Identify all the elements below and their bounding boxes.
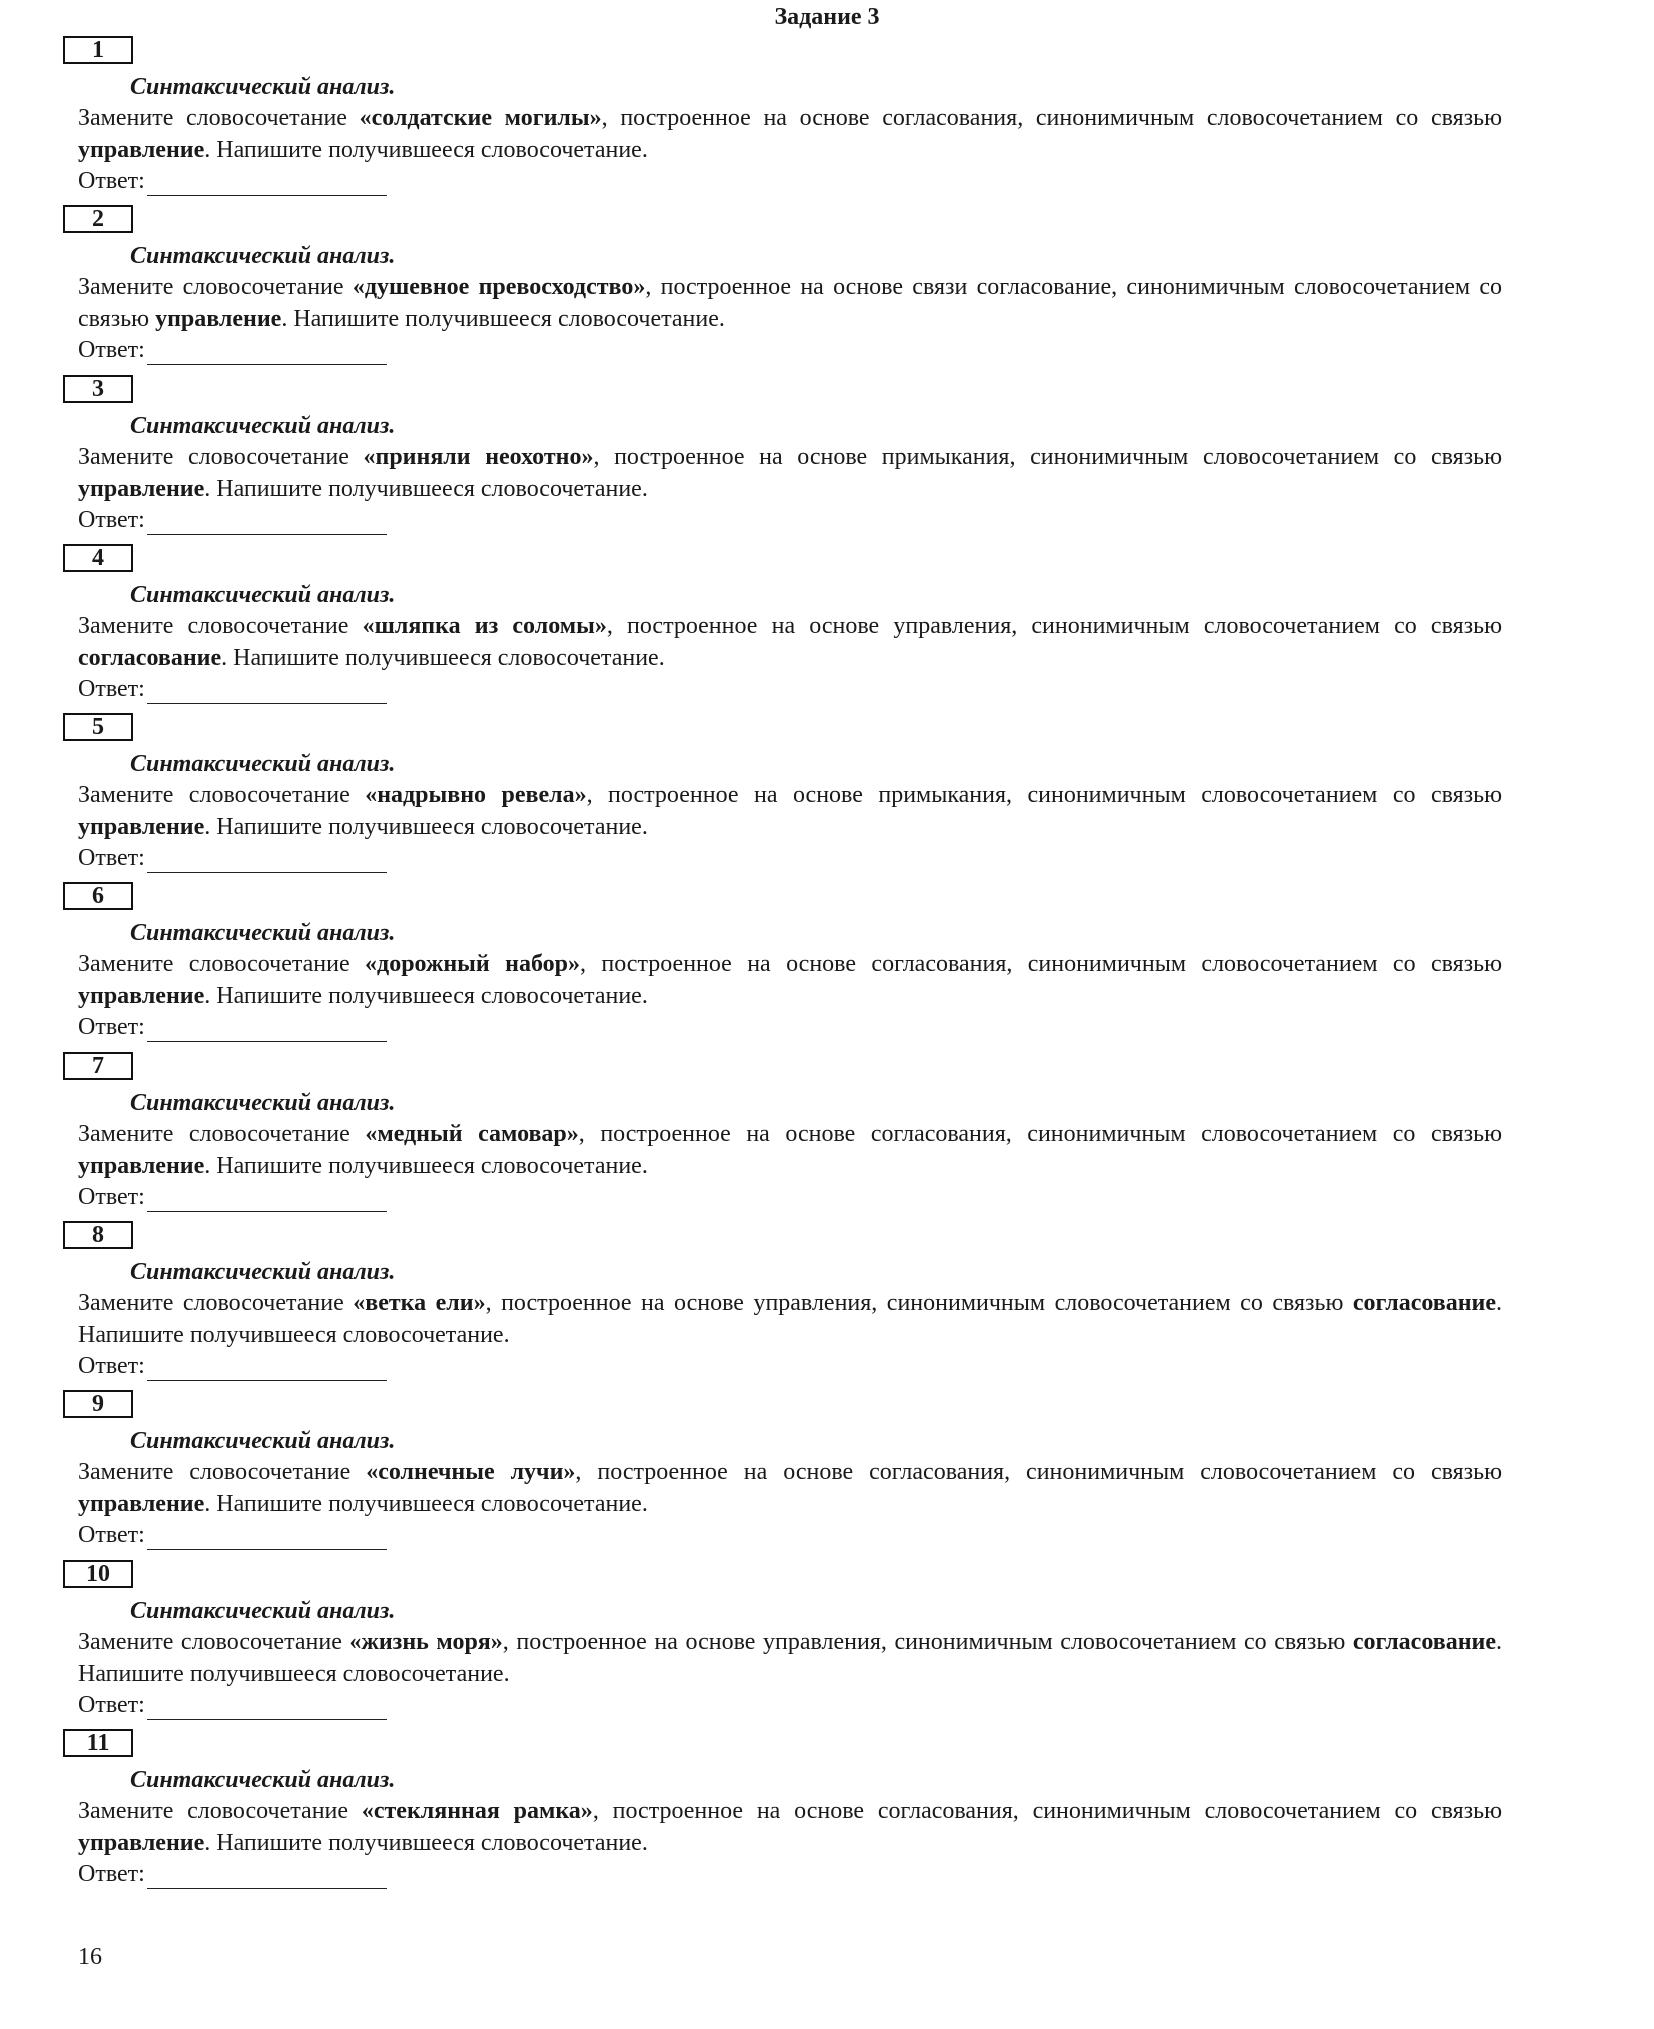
instruction-text: Замените словосочетание xyxy=(78,612,363,639)
source-phrase: «медный самовар» xyxy=(365,1120,579,1147)
task-item xyxy=(78,1729,1502,1898)
instruction-text: , построенное на основе согласования, синонимичным словосочетанием со связью xyxy=(575,1459,1503,1486)
task-instruction xyxy=(78,1626,1502,1690)
answer-row xyxy=(78,505,387,535)
task-heading: Синтаксический анализ. xyxy=(130,581,396,608)
target-link-type: управление xyxy=(155,306,282,333)
source-phrase: «жизнь моря» xyxy=(349,1628,503,1655)
instruction-text: . Напишите получившееся словосочетание. xyxy=(78,1628,1502,1687)
task-number-box: 5 xyxy=(63,713,133,741)
answer-row xyxy=(78,843,387,873)
instruction-text: , построенное на основе согласования, синонимичным словосочетанием со связью xyxy=(592,1797,1503,1824)
instruction-text: , построенное на основе примыкания, синонимичным словосочетанием со связью xyxy=(586,782,1503,809)
answer-row xyxy=(78,1520,387,1550)
answer-label: Ответ: xyxy=(78,1691,145,1718)
answer-label: Ответ: xyxy=(78,168,145,194)
answer-label: Ответ: xyxy=(78,845,145,872)
task-item xyxy=(78,882,1502,1051)
task-heading: Синтаксический анализ. xyxy=(130,1428,396,1455)
task-number-box: 3 xyxy=(63,375,133,403)
task-number-box: 9 xyxy=(63,1390,133,1418)
instruction-text: , построенное на основе примыкания, синонимичным словосочетанием со связью xyxy=(593,443,1503,470)
answer-label: Ответ: xyxy=(78,1860,145,1887)
source-phrase: «солдатские могилы» xyxy=(359,105,602,131)
target-link-type: управление xyxy=(78,137,205,163)
task-item xyxy=(78,205,1502,374)
instruction-text: , построенное на основе управления, синонимичным словосочетанием со связью xyxy=(485,1290,1353,1317)
instruction-text: Замените словосочетание xyxy=(78,1628,350,1655)
task-item xyxy=(78,1560,1502,1729)
instruction-text: , построенное на основе согласования, синонимичным словосочетанием со связью xyxy=(579,951,1503,978)
instruction-text: . Напишите получившееся словосочетание. xyxy=(204,814,648,841)
task-list xyxy=(78,36,1502,1898)
task-instruction xyxy=(78,610,1502,674)
instruction-text: . Напишите получившееся словосочетание. xyxy=(221,644,665,671)
answer-label: Ответ: xyxy=(78,1183,145,1210)
target-link-type: управление xyxy=(78,1829,205,1856)
instruction-text: . Напишите получившееся словосочетание. xyxy=(204,137,648,163)
instruction-text: Замените словосочетание xyxy=(78,782,366,809)
task-instruction xyxy=(78,102,1502,166)
target-link-type: управление xyxy=(78,1152,205,1179)
answer-label: Ответ: xyxy=(78,1014,145,1041)
task-heading: Синтаксический анализ. xyxy=(130,1089,396,1116)
task-instruction xyxy=(78,779,1502,843)
answer-label: Ответ: xyxy=(78,1353,145,1380)
instruction-text: Замените словосочетание xyxy=(78,1290,354,1317)
answer-blank[interactable] xyxy=(147,1187,387,1212)
task-item xyxy=(78,375,1502,544)
task-number-box: 6 xyxy=(63,882,133,910)
task-number-box: 1 xyxy=(63,36,133,64)
task-instruction xyxy=(78,948,1502,1012)
task-item xyxy=(78,713,1502,882)
task-item xyxy=(78,1221,1502,1390)
target-link-type: согласование xyxy=(1352,1628,1496,1655)
task-instruction xyxy=(78,271,1502,335)
task-instruction xyxy=(78,1118,1502,1182)
task-heading: Синтаксический анализ. xyxy=(130,1597,396,1624)
task-instruction xyxy=(78,1287,1502,1351)
task-instruction xyxy=(78,1795,1502,1859)
answer-row xyxy=(78,335,387,365)
task-heading: Синтаксический анализ. xyxy=(130,243,396,270)
answer-row xyxy=(78,1690,387,1720)
task-item xyxy=(78,36,1502,205)
task-heading: Синтаксический анализ. xyxy=(130,1259,396,1286)
task-instruction xyxy=(78,441,1502,505)
instruction-text: . Напишите получившееся словосочетание. xyxy=(204,983,648,1010)
task-number-box: 8 xyxy=(63,1221,133,1249)
instruction-text: Замените словосочетание xyxy=(78,951,366,978)
answer-row xyxy=(78,674,387,704)
answer-row xyxy=(78,1859,387,1889)
source-phrase: «ветка ели» xyxy=(353,1290,486,1317)
target-link-type: согласование xyxy=(78,644,222,671)
answer-blank[interactable] xyxy=(147,510,387,535)
page-title: Задание 3 xyxy=(774,4,880,30)
target-link-type: управление xyxy=(78,1491,205,1518)
target-link-type: управление xyxy=(78,475,205,502)
task-instruction xyxy=(78,1456,1502,1520)
answer-row xyxy=(78,1351,387,1381)
answer-row xyxy=(78,1012,387,1042)
task-number-box: 7 xyxy=(63,1052,133,1080)
answer-row xyxy=(78,166,387,196)
page-number: 16 xyxy=(78,1944,102,1970)
instruction-text: Замените словосочетание xyxy=(78,1459,367,1486)
target-link-type: управление xyxy=(78,983,205,1010)
task-number-box: 4 xyxy=(63,544,133,572)
instruction-text: . Напишите получившееся словосочетание. xyxy=(78,1290,1503,1349)
answer-label: Ответ: xyxy=(78,337,145,364)
instruction-text: . Напишите получившееся словосочетание. xyxy=(204,1491,648,1518)
answer-blank[interactable] xyxy=(147,1525,387,1550)
task-number-box: 2 xyxy=(63,205,133,233)
instruction-text: Замените словосочетание xyxy=(78,1120,366,1147)
source-phrase: «шляпка из соломы» xyxy=(362,612,607,639)
answer-blank[interactable] xyxy=(147,1695,387,1720)
source-phrase: «солнечные лучи» xyxy=(366,1459,576,1486)
instruction-text: Замените словосочетание xyxy=(78,1797,362,1824)
task-number-box: 11 xyxy=(63,1729,133,1757)
task-heading: Синтаксический анализ. xyxy=(130,920,396,947)
answer-blank[interactable] xyxy=(147,340,387,365)
task-item xyxy=(78,1052,1502,1221)
task-item xyxy=(78,1390,1502,1559)
task-heading: Синтаксический анализ. xyxy=(130,412,396,439)
answer-label: Ответ: xyxy=(78,506,145,533)
instruction-text: , построенное на основе связи согласование, синонимичным словосочетанием со связью xyxy=(78,274,1503,333)
instruction-text: . Напишите получившееся словосочетание. xyxy=(281,306,725,333)
answer-blank[interactable] xyxy=(147,1864,387,1889)
answer-blank[interactable] xyxy=(147,1017,387,1042)
answer-row xyxy=(78,1182,387,1212)
answer-label: Ответ: xyxy=(78,675,145,702)
task-heading: Синтаксический анализ. xyxy=(130,1766,396,1793)
source-phrase: «надрывно ревела» xyxy=(365,782,587,809)
task-item xyxy=(78,544,1502,713)
source-phrase: «стеклянная рамка» xyxy=(361,1797,593,1824)
instruction-text: Замените словосочетание xyxy=(78,443,364,470)
source-phrase: «дорожный набор» xyxy=(365,951,580,978)
instruction-text: . Напишите получившееся словосочетание. xyxy=(204,1152,648,1179)
task-number-box: 10 xyxy=(63,1560,133,1588)
instruction-text: . Напишите получившееся словосочетание. xyxy=(204,475,648,502)
instruction-text: , построенное на основе согласования, синонимичным словосочетанием со связью xyxy=(578,1120,1503,1147)
instruction-text: . Напишите получившееся словосочетание. xyxy=(204,1829,648,1856)
target-link-type: управление xyxy=(78,814,205,841)
instruction-text: , построенное на основе управления, синонимичным словосочетанием со связью xyxy=(502,1628,1353,1655)
answer-label: Ответ: xyxy=(78,1522,145,1549)
source-phrase: «приняли неохотно» xyxy=(363,443,594,470)
instruction-text: , построенное на основе согласования, синонимичным словосочетанием со связью xyxy=(601,105,1503,131)
answer-blank[interactable] xyxy=(147,679,387,704)
source-phrase: «душевное превосходство» xyxy=(352,274,646,301)
instruction-text: , построенное на основе управления, синонимичным словосочетанием со связью xyxy=(606,612,1502,639)
answer-blank[interactable] xyxy=(147,1356,387,1381)
target-link-type: согласование xyxy=(1352,1290,1497,1317)
instruction-text: Замените словосочетание xyxy=(78,274,353,301)
answer-blank[interactable] xyxy=(147,848,387,873)
instruction-text: Замените словосочетание xyxy=(78,105,360,131)
task-heading: Синтаксический анализ. xyxy=(130,751,396,778)
answer-blank[interactable] xyxy=(147,171,387,196)
task-heading: Синтаксический анализ. xyxy=(130,74,396,100)
